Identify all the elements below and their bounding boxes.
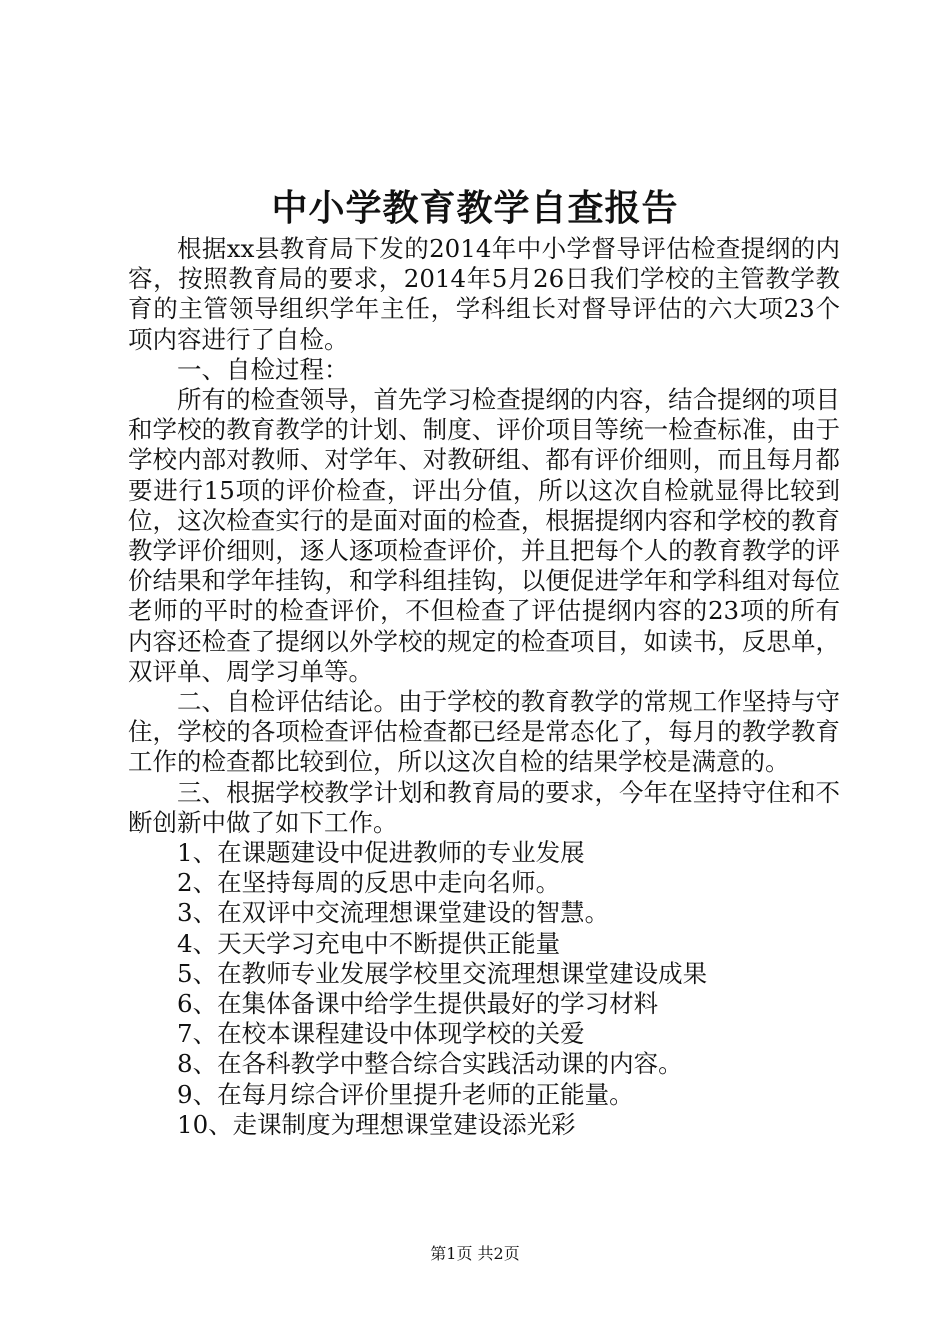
- list-item: 10、走课制度为理想课堂建设添光彩: [177, 1109, 576, 1139]
- list-item: 9、在每月综合评价里提升老师的正能量。: [177, 1079, 634, 1109]
- paragraph-intro: 根据xx县教育局下发的2014年中小学督导评估检查提纲的内容，按照教育局的要求，2014年5月26日我们学校的主管教学教育的主管领导组织学年主任，学科组长对督导评估的六大项23个项内容进行了自检。: [128, 234, 840, 354]
- document-title: 中小学教育教学自查报告: [271, 188, 679, 229]
- paragraph-conclusion: 二、自检评估结论。由于学校的教育教学的常规工作坚持与守住，学校的各项检查评估检查都已经是常态化了，每月的教学教育工作的检查都比较到位，所以这次自检的结果学校是满意的。: [128, 687, 840, 777]
- list-item: 2、在坚持每周的反思中走向名师。: [177, 868, 561, 898]
- list-item: 6、在集体备课中给学生提供最好的学习材料: [177, 989, 659, 1019]
- list-item: 4、天天学习充电中不断提供正能量: [177, 928, 561, 958]
- list-item: 5、在教师专业发展学校里交流理想课堂建设成果: [177, 958, 708, 988]
- paragraph-work: 三、根据学校教学计划和教育局的要求，今年在坚持守住和不断创新中做了如下工作。: [128, 777, 840, 837]
- page-footer: 第1页 共2页: [430, 1244, 520, 1263]
- list-item: 3、在双评中交流理想课堂建设的智慧。: [177, 898, 610, 928]
- list-item: 1、在课题建设中促进教师的专业发展: [177, 838, 585, 868]
- paragraph-process: 所有的检查领导，首先学习检查提纲的内容，结合提纲的项目和学校的教育教学的计划、制度、评价项目等统一检查标准，由于学校内部对教师、对学年、对教研组、都有评价细则，而且每月都要进行15项的评价检查，评出分值，所以这次自检就显得比较到位，这次检查实行的是面对面的检查，根据提纲内容和学校的教育教学评价细则，逐人逐项检查评价，并且把每个人的教育教学的评价结果和学年挂钩，和学科组挂钩，以便促进学年和学科组对每位老师的平时的检查评价，不但检查了评估提纲内容的23项的所有内容还检查了提纲以外学校的规定的检查项目，如读书，反思单，双评单、周学习单等。: [128, 385, 840, 686]
- list-item: 8、在各科教学中整合综合实践活动课的内容。: [177, 1049, 683, 1079]
- document-body: [128, 234, 840, 1140]
- heading-section-1: 一、自检过程：: [177, 354, 349, 384]
- list-item: 7、在校本课程建设中体现学校的关爱: [177, 1019, 585, 1049]
